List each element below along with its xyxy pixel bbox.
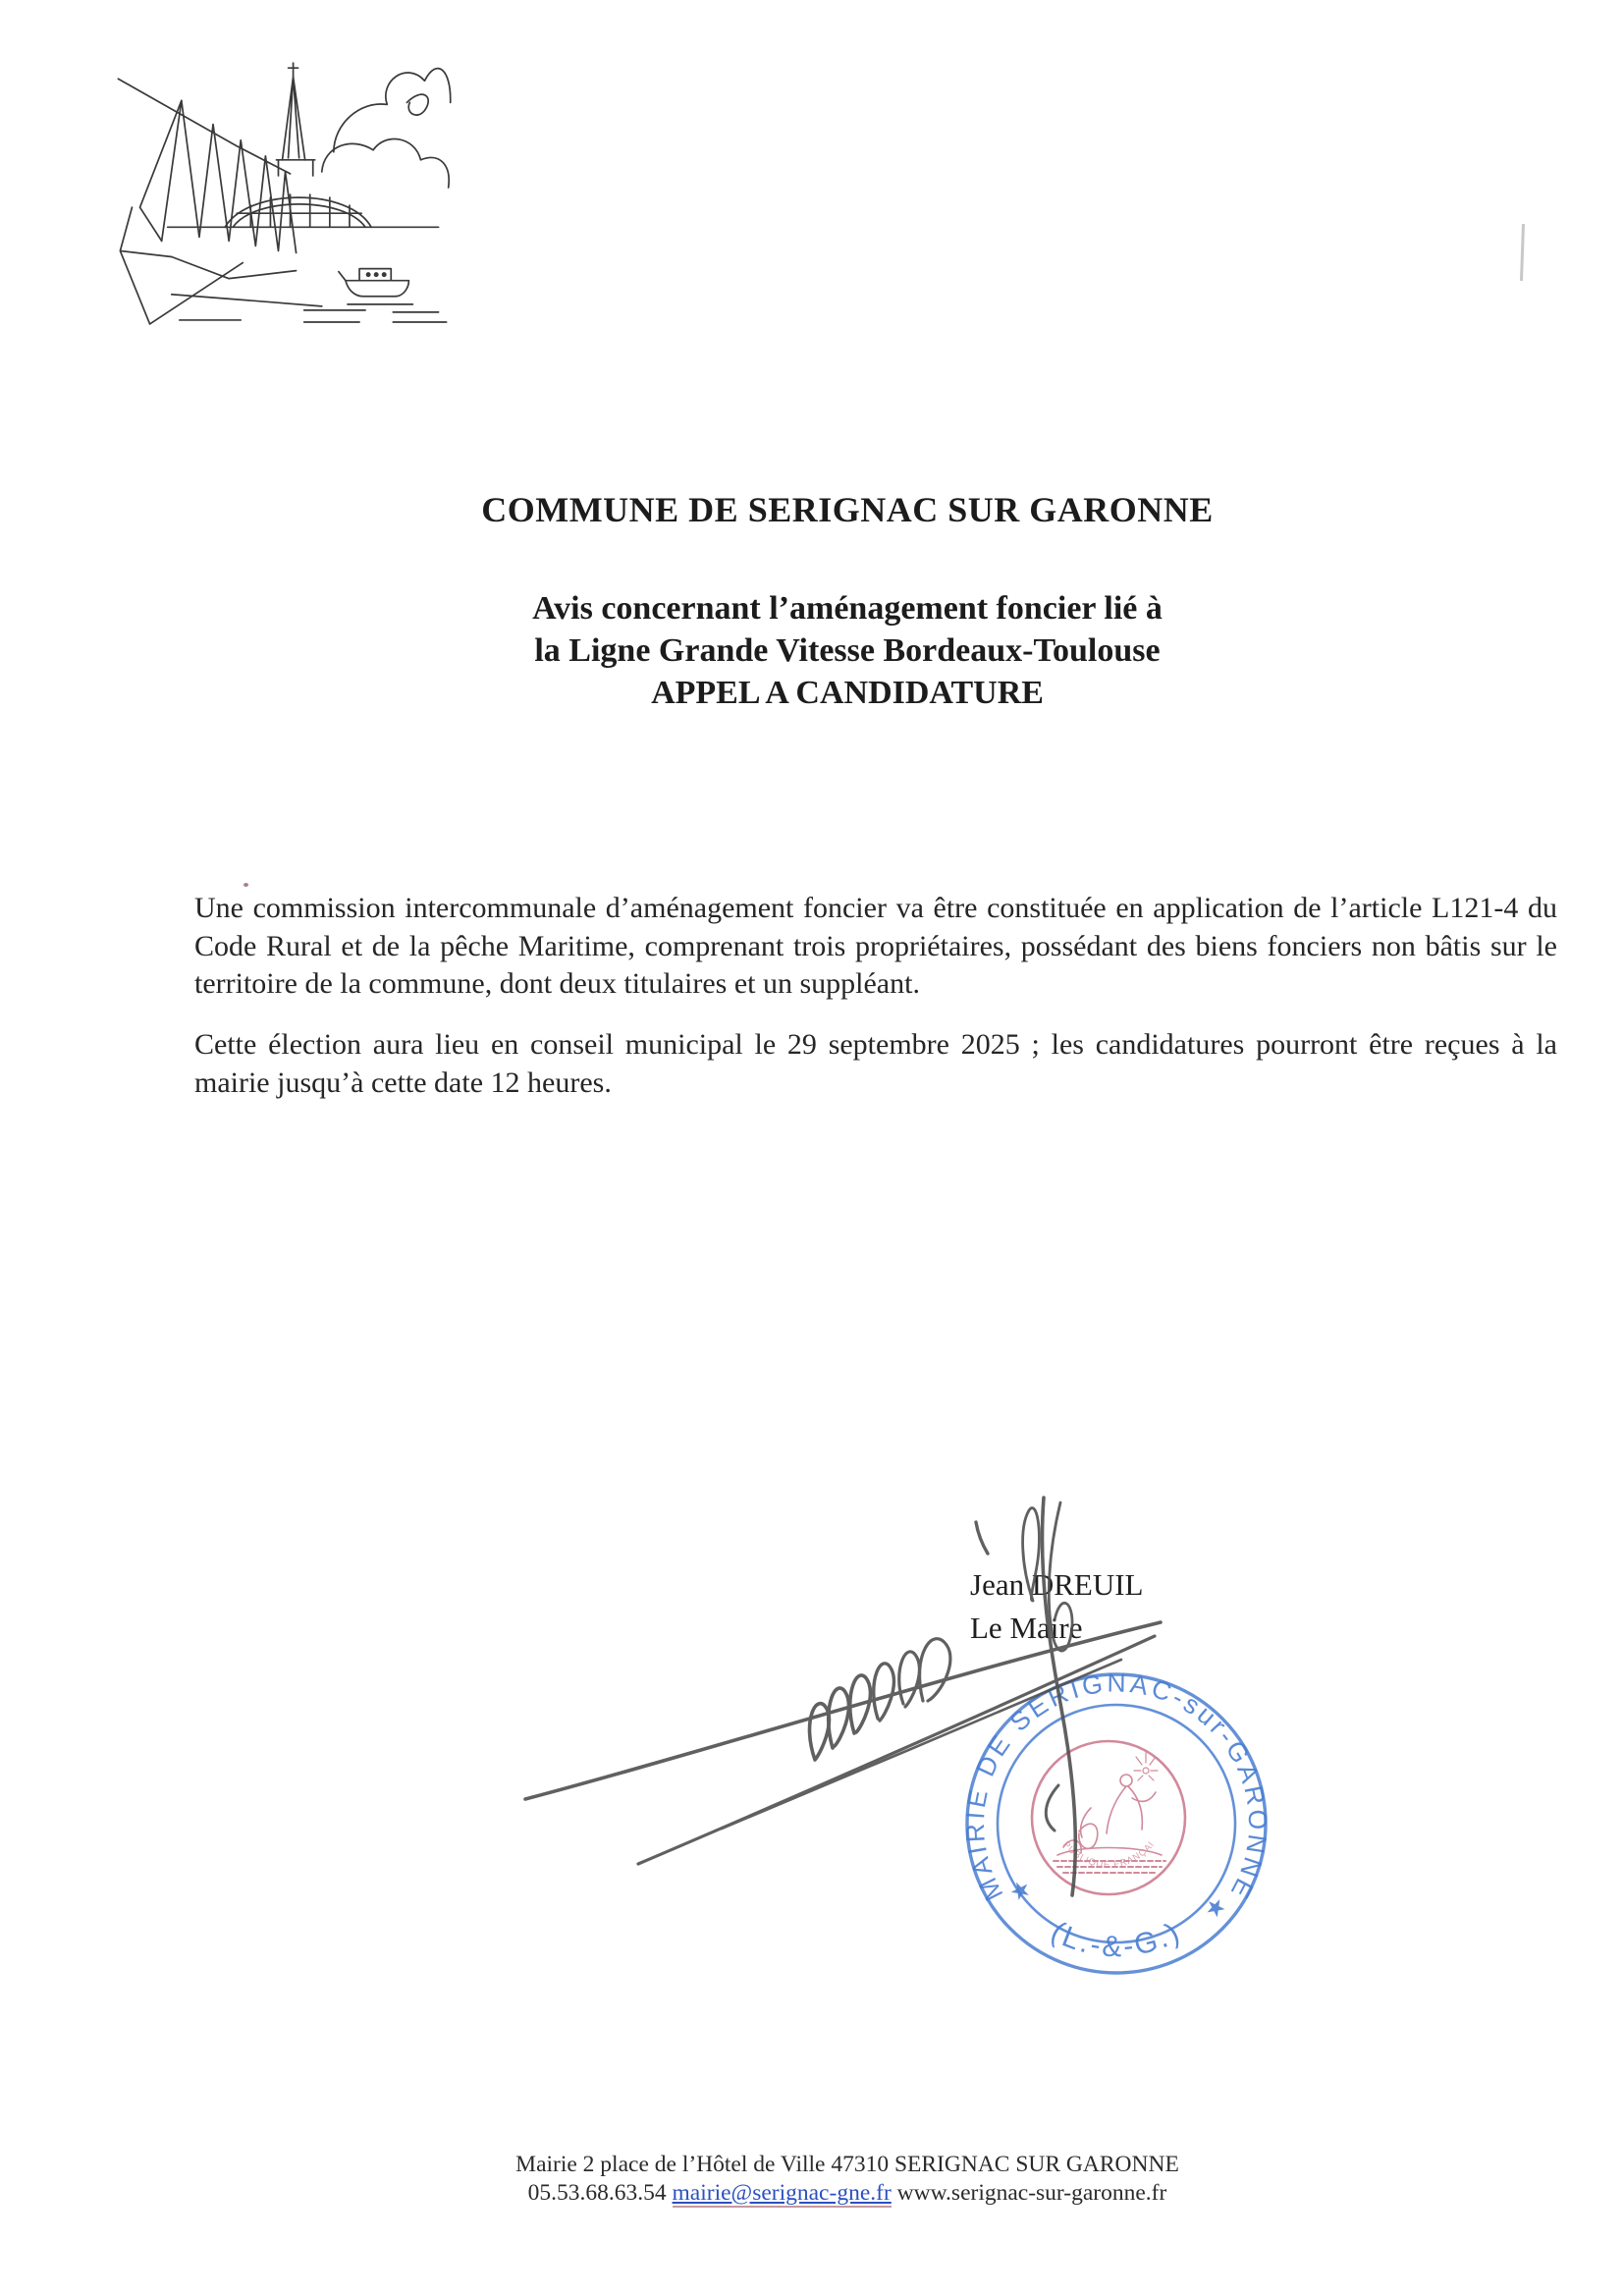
scan-artifact-line bbox=[1520, 224, 1525, 281]
subtitle-line-3: APPEL A CANDIDATURE bbox=[651, 675, 1044, 711]
footer-website: www.serignac-sur-garonne.fr bbox=[896, 2179, 1167, 2206]
document-footer bbox=[194, 2151, 1500, 2207]
stamp-republique-text: RÉPUBLIQUE FRANÇAISE bbox=[1059, 1810, 1158, 1871]
scan-artifact-dot bbox=[243, 883, 248, 887]
stamp-star-left-icon: ★ bbox=[1004, 1874, 1036, 1908]
stamp-star-right-icon: ★ bbox=[1200, 1891, 1231, 1925]
commune-logo-line-art bbox=[110, 41, 452, 328]
subtitle-line-1: Avis concernant l’aménagement foncier lié à bbox=[532, 590, 1163, 627]
handwritten-signature bbox=[471, 1473, 1198, 1925]
footer-address: Mairie 2 place de l’Hôtel de Ville 47310 SERIGNAC SUR GARONNE bbox=[515, 2152, 1179, 2177]
body-paragraph-2: Cette élection aura lieu en conseil municipal le 29 septembre 2025 ; les candidatures pourront être reçues à la mairie jusqu’à cette date 12 heures. bbox=[194, 1028, 1557, 1099]
email-link[interactable]: mairie@serignac-gne.fr bbox=[672, 2179, 892, 2206]
stamp-department-text: (L.-&-G.) bbox=[1045, 1915, 1188, 1964]
body-paragraph-1: Une commission intercommunale d’aménagement foncier va être constituée en application de l’article L121-4 du Code Rural et de la pêche Maritime, comprenant trois propriétaires, possédant des biens fonciers non bâtis sur le territoire de la commune, dont deux titulaires et un suppléant. bbox=[194, 892, 1557, 1000]
footer-contacts bbox=[194, 2179, 1500, 2208]
signatory-name: Jean DREUIL bbox=[970, 1567, 1144, 1602]
footer-phone: 05.53.68.63.54 bbox=[527, 2179, 667, 2206]
subtitle-line-2: la Ligne Grande Vitesse Bordeaux-Toulouse bbox=[534, 632, 1161, 669]
signatory-role: Le Maire bbox=[970, 1611, 1083, 1645]
page-title: COMMUNE DE SERIGNAC SUR GARONNE bbox=[481, 490, 1214, 529]
stamp-ring-text: MAIRIE DE SERIGNAC-sur-GARONNE bbox=[959, 1667, 1273, 1906]
page-subtitle bbox=[194, 587, 1500, 714]
